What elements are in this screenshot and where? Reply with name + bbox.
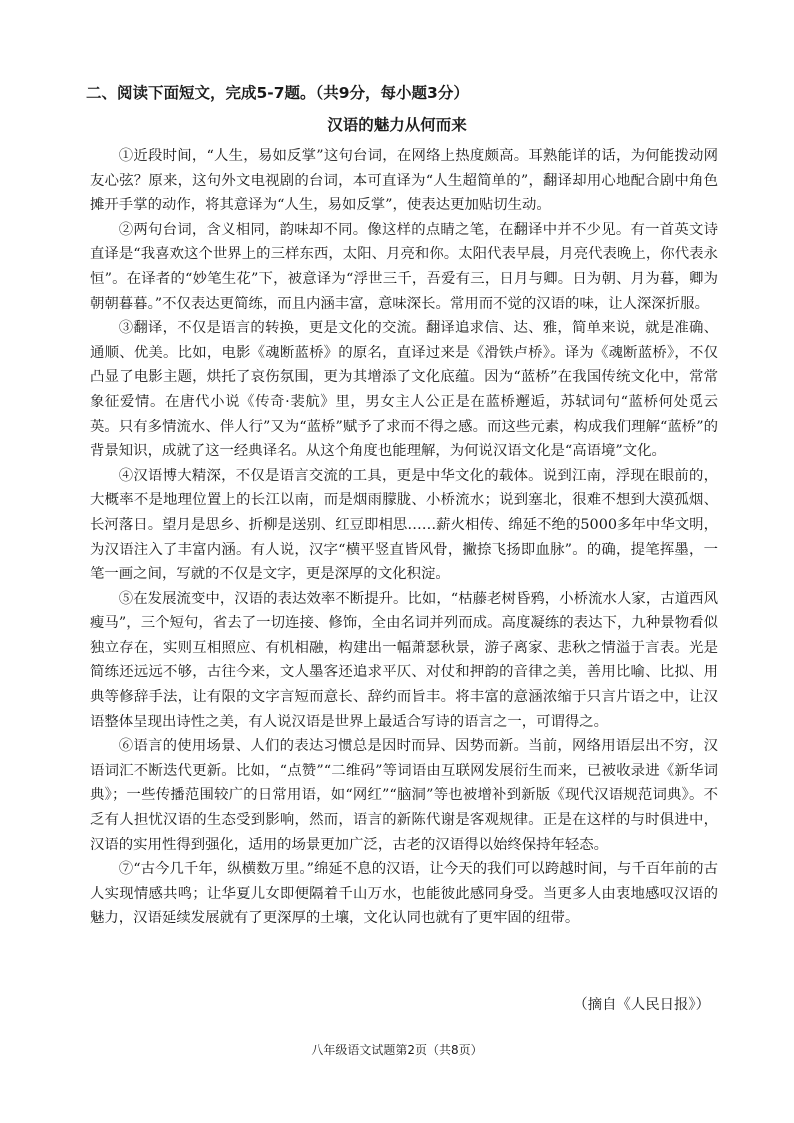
paragraph-5: ⑤在发展流变中，汉语的表达效率不断提升。比如，“枯藤老树昏鸦，小桥流水人家，古道西风瘦马”，三个短句，省去了一切连接、修饰，全由名词并列而成。高度凝练的表达下，九种景物看似独立存在，实则互相照应、有机相融，构建出一幅萧瑟秋景，游子离家、悲秋之情溢于言表。光是简练还远远不够，古往今来，文人墨客还追求平仄、对仗和押韵的音律之美，善用比喻、比拟、用典等修辞手法，让有限的文字言短而意长、辞约而旨丰。将丰富的意涵浓缩于只言片语之中，让汉语整体呈现出诗性之美，有人说汉语是世界上最适合写诗的语言之一，可谓得之。 [90,590,718,730]
paragraph-3: ③翻译，不仅是语言的转换，更是文化的交流。翻译追求信、达、雅，简单来说，就是准确、通顺、优美。比如，电影《魂断蓝桥》的原名，直译过来是《滑铁卢桥》。译为《魂断蓝桥》，不仅凸显了电影主题，烘托了哀伤氛围，更为其增添了文化底蕴。因为“蓝桥”在我国传统文化中，常常象征爱情。在唐代小说《传奇·裴航》里，男女主人公正是在蓝桥邂逅，苏轼词句“蓝桥何处觅云英。只有多情流水、伴人行”又为“蓝桥”赋予了求而不得之感。而这些元素，构成我们理解“蓝桥”的背景知识，成就了这一经典译名。从这个角度也能理解，为何说汉语文化是“高语境”文化。 [90,320,718,460]
paragraph-6: ⑥语言的使用场景、人们的表达习惯总是因时而异、因势而新。当前，网络用语层出不穷，汉语词汇不断迭代更新。比如，“点赞”“二维码”等词语由互联网发展衍生而来，已被收录进《新华词典》；一些传播范围较广的日常用语，如“网红”“脑洞”等也被增补到新版《现代汉语规范词典》。不乏有人担忧汉语的生态受到影响，然而，语言的新陈代谢是客观规律。正是在这样的与时俱进中，汉语的实用性得到强化，适用的场景更加广泛，古老的汉语得以始终保持年轻态。 [90,738,718,853]
article-source: （摘自《人民日报》） [573,997,710,1013]
article-title: 汉语的魅力从何而来 [327,116,467,134]
paragraph-7: ⑦“古今几千年，纵横数万里。”绵延不息的汉语，让今天的我们可以跨越时间，与千百年前的古人实现情感共鸣；让华夏儿女即便隔着千山万水，也能彼此感同身受。当更多人由衷地感叹汉语的魅力，汉语延续发展就有了更深厚的土壤，文化认同也就有了更牢固的纽带。 [90,861,718,927]
section-heading: 二、阅读下面短文，完成5-7题。（共9分，每小题3分） [86,84,469,102]
paragraph-4: ④汉语博大精深，不仅是语言交流的工具，更是中华文化的载体。说到江南，浮现在眼前的，大概率不是地理位置上的长江以南，而是烟雨朦胧、小桥流水；说到塞北，很难不想到大漠孤烟、长河落日。望月是思乡、折柳是送别、红豆即相思……薪火相传、绵延不绝的5000多年中华文明，为汉语注入了丰富内涵。有人说，汉字“横平竖直皆风骨，撇捺飞扬即血脉”。的确，提笔挥墨，一笔一画之间，写就的不仅是文字，更是深厚的文化积淀。 [90,467,718,583]
paragraph-2: ②两句台词，含义相同，韵味却不同。像这样的点睛之笔，在翻译中并不少见。有一首英文诗直译是“我喜欢这个世界上的三样东西，太阳、月亮和你。太阳代表早晨，月亮代表晚上，你代表永恒”。在译者的“妙笔生花”下，被意译为“浮世三千，吾爱有三，日月与卿。日为朝、月为暮，卿为朝朝暮暮。”不仅表达更简练，而且内涵丰富，意味深长。常用而不觉的汉语的味，让人深深折服。 [90,221,718,312]
page-footer: 八年级语文试题第2页（共8页） [311,1043,483,1057]
paragraph-1: ①近段时间，“人生，易如反掌”这句台词，在网络上热度颇高。耳熟能详的话，为何能拨动网友心弦？原来，这句外文电视剧的台词，本可直译为“人生超简单的”，翻译却用心地配合剧中角色摊开手掌的动作，将其意译为“人生，易如反掌”，使表达更加贴切生动。 [90,148,718,214]
article-body [90,144,718,931]
